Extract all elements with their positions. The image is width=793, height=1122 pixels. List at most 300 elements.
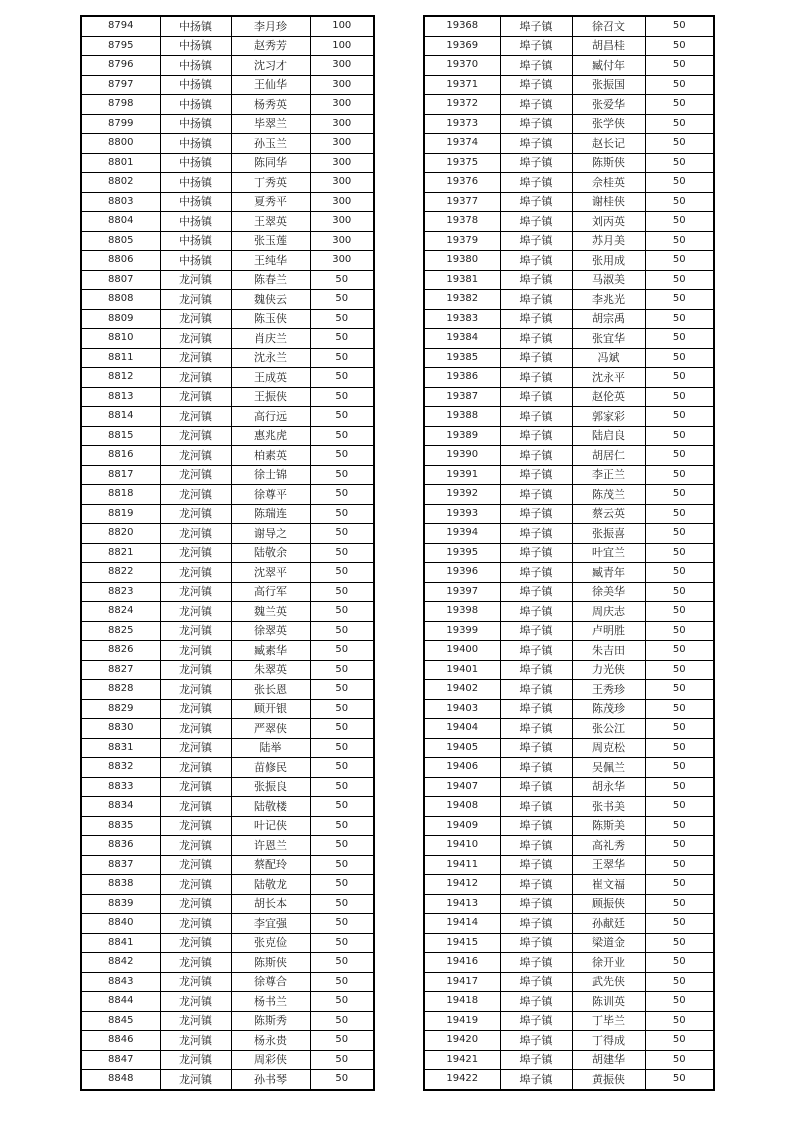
record-id-cell: 19401 — [424, 660, 500, 680]
amount-cell: 50 — [645, 719, 714, 739]
table-row — [81, 368, 374, 388]
record-id-cell: 8843 — [81, 972, 160, 992]
amount-cell: 50 — [645, 36, 714, 56]
amount-cell: 50 — [310, 563, 374, 583]
person-name-cell: 陆敬楼 — [231, 797, 310, 817]
amount-cell: 50 — [645, 465, 714, 485]
town-cell: 埠子镇 — [500, 992, 572, 1012]
amount-cell: 300 — [310, 251, 374, 271]
table-row — [81, 797, 374, 817]
person-name-cell: 朱吉田 — [572, 641, 645, 661]
record-id-cell: 8803 — [81, 192, 160, 212]
person-name-cell: 陈玉侠 — [231, 309, 310, 329]
table-row — [81, 114, 374, 134]
table-row — [81, 426, 374, 446]
town-cell: 埠子镇 — [500, 348, 572, 368]
table-row — [424, 797, 714, 817]
town-cell: 埠子镇 — [500, 836, 572, 856]
town-cell: 埠子镇 — [500, 797, 572, 817]
town-cell: 埠子镇 — [500, 602, 572, 622]
table-row — [81, 719, 374, 739]
person-name-cell: 陆敬龙 — [231, 875, 310, 895]
amount-cell: 50 — [310, 387, 374, 407]
town-cell: 龙河镇 — [160, 329, 231, 349]
person-name-cell: 高行远 — [231, 407, 310, 427]
table-row — [81, 582, 374, 602]
table-row — [424, 329, 714, 349]
amount-cell: 100 — [310, 16, 374, 36]
table-row — [424, 173, 714, 193]
person-name-cell: 陈斯侠 — [572, 153, 645, 173]
record-id-cell: 8818 — [81, 485, 160, 505]
record-id-cell: 8823 — [81, 582, 160, 602]
table-row — [424, 875, 714, 895]
record-id-cell: 19405 — [424, 738, 500, 758]
person-name-cell: 朱翠英 — [231, 660, 310, 680]
table-row — [424, 816, 714, 836]
record-id-cell: 19389 — [424, 426, 500, 446]
town-cell: 龙河镇 — [160, 738, 231, 758]
town-cell: 龙河镇 — [160, 524, 231, 544]
town-cell: 埠子镇 — [500, 582, 572, 602]
table-row — [81, 972, 374, 992]
town-cell: 龙河镇 — [160, 485, 231, 505]
amount-cell: 50 — [645, 56, 714, 76]
record-id-cell: 8836 — [81, 836, 160, 856]
amount-cell: 50 — [310, 1070, 374, 1090]
person-name-cell: 赵伦英 — [572, 387, 645, 407]
amount-cell: 50 — [645, 777, 714, 797]
amount-cell: 50 — [645, 972, 714, 992]
person-name-cell: 顾振侠 — [572, 894, 645, 914]
person-name-cell: 徐美华 — [572, 582, 645, 602]
town-cell: 龙河镇 — [160, 348, 231, 368]
town-cell: 埠子镇 — [500, 114, 572, 134]
record-id-cell: 8797 — [81, 75, 160, 95]
town-cell: 中扬镇 — [160, 153, 231, 173]
record-id-cell: 8815 — [81, 426, 160, 446]
town-cell: 龙河镇 — [160, 836, 231, 856]
town-cell: 中扬镇 — [160, 173, 231, 193]
amount-cell: 100 — [310, 36, 374, 56]
person-name-cell: 佘桂英 — [572, 173, 645, 193]
town-cell: 龙河镇 — [160, 758, 231, 778]
amount-cell: 50 — [310, 680, 374, 700]
person-name-cell: 力光侠 — [572, 660, 645, 680]
table-row — [81, 953, 374, 973]
town-cell: 中扬镇 — [160, 231, 231, 251]
left-table-body — [81, 16, 374, 1090]
person-name-cell: 周克松 — [572, 738, 645, 758]
record-id-cell: 8847 — [81, 1050, 160, 1070]
amount-cell: 50 — [645, 699, 714, 719]
person-name-cell: 张振良 — [231, 777, 310, 797]
record-id-cell: 19370 — [424, 56, 500, 76]
table-row — [424, 387, 714, 407]
amount-cell: 50 — [310, 348, 374, 368]
amount-cell: 300 — [310, 212, 374, 232]
record-id-cell: 8832 — [81, 758, 160, 778]
person-name-cell: 臧青年 — [572, 563, 645, 583]
town-cell: 龙河镇 — [160, 680, 231, 700]
amount-cell: 50 — [310, 465, 374, 485]
amount-cell: 50 — [645, 504, 714, 524]
record-id-cell: 19368 — [424, 16, 500, 36]
table-row — [424, 972, 714, 992]
table-row — [424, 426, 714, 446]
table-row — [424, 563, 714, 583]
record-id-cell: 19384 — [424, 329, 500, 349]
record-id-cell: 19391 — [424, 465, 500, 485]
record-id-cell: 19419 — [424, 1011, 500, 1031]
table-row — [424, 602, 714, 622]
town-cell: 龙河镇 — [160, 1011, 231, 1031]
table-row — [81, 153, 374, 173]
record-id-cell: 8825 — [81, 621, 160, 641]
record-id-cell: 19418 — [424, 992, 500, 1012]
amount-cell: 50 — [645, 387, 714, 407]
table-row — [424, 192, 714, 212]
record-id-cell: 19394 — [424, 524, 500, 544]
record-id-cell: 8846 — [81, 1031, 160, 1051]
person-name-cell: 张用成 — [572, 251, 645, 271]
town-cell: 龙河镇 — [160, 563, 231, 583]
person-name-cell: 赵长记 — [572, 134, 645, 154]
table-row — [424, 1070, 714, 1090]
amount-cell: 300 — [310, 75, 374, 95]
person-name-cell: 沈永兰 — [231, 348, 310, 368]
person-name-cell: 苏月美 — [572, 231, 645, 251]
record-id-cell: 8827 — [81, 660, 160, 680]
table-row — [81, 212, 374, 232]
record-id-cell: 19379 — [424, 231, 500, 251]
town-cell: 龙河镇 — [160, 270, 231, 290]
table-row — [424, 699, 714, 719]
person-name-cell: 张克俭 — [231, 933, 310, 953]
town-cell: 埠子镇 — [500, 660, 572, 680]
table-row — [424, 270, 714, 290]
town-cell: 埠子镇 — [500, 1050, 572, 1070]
table-row — [424, 933, 714, 953]
amount-cell: 50 — [645, 660, 714, 680]
person-name-cell: 孙书琴 — [231, 1070, 310, 1090]
record-id-cell: 19376 — [424, 173, 500, 193]
person-name-cell: 王秀珍 — [572, 680, 645, 700]
table-row — [81, 192, 374, 212]
table-row — [424, 914, 714, 934]
person-name-cell: 徐尊合 — [231, 972, 310, 992]
town-cell: 中扬镇 — [160, 192, 231, 212]
person-name-cell: 毕翠兰 — [231, 114, 310, 134]
amount-cell: 50 — [645, 602, 714, 622]
table-row — [424, 504, 714, 524]
table-row — [81, 894, 374, 914]
town-cell: 埠子镇 — [500, 290, 572, 310]
record-id-cell: 8794 — [81, 16, 160, 36]
record-id-cell: 19400 — [424, 641, 500, 661]
town-cell: 埠子镇 — [500, 1070, 572, 1090]
table-row — [424, 894, 714, 914]
record-id-cell: 19392 — [424, 485, 500, 505]
town-cell: 中扬镇 — [160, 75, 231, 95]
record-id-cell: 8824 — [81, 602, 160, 622]
record-id-cell: 19413 — [424, 894, 500, 914]
person-name-cell: 卢明胜 — [572, 621, 645, 641]
table-row — [424, 114, 714, 134]
person-name-cell: 杨秀英 — [231, 95, 310, 115]
table-row — [424, 1031, 714, 1051]
amount-cell: 50 — [310, 641, 374, 661]
town-cell: 中扬镇 — [160, 95, 231, 115]
record-id-cell: 8810 — [81, 329, 160, 349]
amount-cell: 50 — [645, 348, 714, 368]
amount-cell: 50 — [645, 914, 714, 934]
person-name-cell: 张爱华 — [572, 95, 645, 115]
amount-cell: 50 — [310, 524, 374, 544]
town-cell: 埠子镇 — [500, 933, 572, 953]
person-name-cell: 魏侠云 — [231, 290, 310, 310]
town-cell: 埠子镇 — [500, 251, 572, 271]
town-cell: 龙河镇 — [160, 290, 231, 310]
person-name-cell: 高行军 — [231, 582, 310, 602]
town-cell: 埠子镇 — [500, 426, 572, 446]
amount-cell: 50 — [310, 1011, 374, 1031]
town-cell: 埠子镇 — [500, 504, 572, 524]
table-row — [81, 875, 374, 895]
town-cell: 埠子镇 — [500, 446, 572, 466]
record-id-cell: 19375 — [424, 153, 500, 173]
town-cell: 埠子镇 — [500, 777, 572, 797]
person-name-cell: 高礼秀 — [572, 836, 645, 856]
right-table — [423, 15, 715, 1091]
town-cell: 埠子镇 — [500, 134, 572, 154]
table-row — [424, 855, 714, 875]
table-row — [81, 504, 374, 524]
person-name-cell: 陆敬余 — [231, 543, 310, 563]
record-id-cell: 8841 — [81, 933, 160, 953]
amount-cell: 50 — [310, 992, 374, 1012]
record-id-cell: 19420 — [424, 1031, 500, 1051]
amount-cell: 50 — [310, 290, 374, 310]
person-name-cell: 肖庆兰 — [231, 329, 310, 349]
table-row — [424, 543, 714, 563]
person-name-cell: 胡昌桂 — [572, 36, 645, 56]
amount-cell: 50 — [310, 933, 374, 953]
person-name-cell: 王纯华 — [231, 251, 310, 271]
amount-cell: 50 — [310, 582, 374, 602]
amount-cell: 50 — [645, 446, 714, 466]
record-id-cell: 19408 — [424, 797, 500, 817]
record-id-cell: 8802 — [81, 173, 160, 193]
amount-cell: 50 — [645, 758, 714, 778]
record-id-cell: 19398 — [424, 602, 500, 622]
amount-cell: 50 — [645, 270, 714, 290]
town-cell: 埠子镇 — [500, 36, 572, 56]
person-name-cell: 丁毕兰 — [572, 1011, 645, 1031]
town-cell: 中扬镇 — [160, 56, 231, 76]
amount-cell: 50 — [310, 719, 374, 739]
table-row — [81, 446, 374, 466]
amount-cell: 50 — [645, 836, 714, 856]
town-cell: 埠子镇 — [500, 309, 572, 329]
record-id-cell: 8826 — [81, 641, 160, 661]
person-name-cell: 周彩侠 — [231, 1050, 310, 1070]
amount-cell: 50 — [310, 602, 374, 622]
table-row — [424, 621, 714, 641]
table-row — [424, 290, 714, 310]
town-cell: 埠子镇 — [500, 212, 572, 232]
town-cell: 龙河镇 — [160, 797, 231, 817]
person-name-cell: 胡居仁 — [572, 446, 645, 466]
town-cell: 中扬镇 — [160, 212, 231, 232]
record-id-cell: 8795 — [81, 36, 160, 56]
table-row — [81, 290, 374, 310]
town-cell: 龙河镇 — [160, 1070, 231, 1090]
record-id-cell: 8819 — [81, 504, 160, 524]
record-id-cell: 8848 — [81, 1070, 160, 1090]
record-id-cell: 8833 — [81, 777, 160, 797]
person-name-cell: 崔文福 — [572, 875, 645, 895]
town-cell: 龙河镇 — [160, 1050, 231, 1070]
person-name-cell: 谢桂侠 — [572, 192, 645, 212]
town-cell: 龙河镇 — [160, 426, 231, 446]
person-name-cell: 徐开业 — [572, 953, 645, 973]
amount-cell: 50 — [645, 1031, 714, 1051]
amount-cell: 50 — [645, 621, 714, 641]
person-name-cell: 沈翠平 — [231, 563, 310, 583]
person-name-cell: 杨书兰 — [231, 992, 310, 1012]
record-id-cell: 19380 — [424, 251, 500, 271]
table-row — [424, 56, 714, 76]
person-name-cell: 臧付年 — [572, 56, 645, 76]
amount-cell: 50 — [310, 758, 374, 778]
town-cell: 龙河镇 — [160, 777, 231, 797]
person-name-cell: 赵秀芳 — [231, 36, 310, 56]
table-row — [424, 1050, 714, 1070]
amount-cell: 50 — [645, 75, 714, 95]
amount-cell: 50 — [310, 914, 374, 934]
person-name-cell: 陈同华 — [231, 153, 310, 173]
amount-cell: 50 — [310, 368, 374, 388]
person-name-cell: 陈春兰 — [231, 270, 310, 290]
table-row — [81, 836, 374, 856]
town-cell: 埠子镇 — [500, 329, 572, 349]
town-cell: 埠子镇 — [500, 894, 572, 914]
amount-cell: 50 — [645, 251, 714, 271]
town-cell: 埠子镇 — [500, 173, 572, 193]
town-cell: 龙河镇 — [160, 933, 231, 953]
person-name-cell: 夏秀平 — [231, 192, 310, 212]
record-id-cell: 8806 — [81, 251, 160, 271]
person-name-cell: 徐士锦 — [231, 465, 310, 485]
town-cell: 中扬镇 — [160, 16, 231, 36]
town-cell: 埠子镇 — [500, 153, 572, 173]
person-name-cell: 孙献廷 — [572, 914, 645, 934]
person-name-cell: 武先侠 — [572, 972, 645, 992]
record-id-cell: 8799 — [81, 114, 160, 134]
amount-cell: 50 — [645, 992, 714, 1012]
table-row — [81, 309, 374, 329]
town-cell: 龙河镇 — [160, 953, 231, 973]
table-row — [424, 836, 714, 856]
record-id-cell: 8816 — [81, 446, 160, 466]
amount-cell: 50 — [310, 407, 374, 427]
person-name-cell: 张振国 — [572, 75, 645, 95]
record-id-cell: 19373 — [424, 114, 500, 134]
town-cell: 龙河镇 — [160, 446, 231, 466]
amount-cell: 50 — [310, 816, 374, 836]
amount-cell: 50 — [310, 309, 374, 329]
table-row — [81, 134, 374, 154]
person-name-cell: 丁得成 — [572, 1031, 645, 1051]
table-row — [424, 446, 714, 466]
town-cell: 埠子镇 — [500, 719, 572, 739]
town-cell: 埠子镇 — [500, 407, 572, 427]
table-row — [424, 582, 714, 602]
table-row — [81, 348, 374, 368]
person-name-cell: 郭家彩 — [572, 407, 645, 427]
record-id-cell: 19397 — [424, 582, 500, 602]
record-id-cell: 8800 — [81, 134, 160, 154]
table-row — [81, 329, 374, 349]
person-name-cell: 刘丙英 — [572, 212, 645, 232]
town-cell: 龙河镇 — [160, 465, 231, 485]
record-id-cell: 8820 — [81, 524, 160, 544]
table-row — [81, 75, 374, 95]
amount-cell: 50 — [645, 953, 714, 973]
person-name-cell: 梁道金 — [572, 933, 645, 953]
table-row — [81, 1011, 374, 1031]
record-id-cell: 19371 — [424, 75, 500, 95]
person-name-cell: 谢导之 — [231, 524, 310, 544]
record-id-cell: 19409 — [424, 816, 500, 836]
amount-cell: 50 — [645, 16, 714, 36]
amount-cell: 50 — [645, 1070, 714, 1090]
town-cell: 埠子镇 — [500, 387, 572, 407]
amount-cell: 300 — [310, 173, 374, 193]
amount-cell: 50 — [310, 660, 374, 680]
record-id-cell: 19411 — [424, 855, 500, 875]
table-row — [424, 465, 714, 485]
town-cell: 龙河镇 — [160, 914, 231, 934]
record-id-cell: 19390 — [424, 446, 500, 466]
table-row — [81, 563, 374, 583]
table-row — [424, 348, 714, 368]
amount-cell: 50 — [645, 563, 714, 583]
record-id-cell: 19382 — [424, 290, 500, 310]
person-name-cell: 张学侠 — [572, 114, 645, 134]
record-id-cell: 8796 — [81, 56, 160, 76]
table-row — [424, 660, 714, 680]
amount-cell: 50 — [310, 446, 374, 466]
amount-cell: 50 — [645, 1011, 714, 1031]
town-cell: 龙河镇 — [160, 855, 231, 875]
person-name-cell: 惠兆虎 — [231, 426, 310, 446]
record-id-cell: 19415 — [424, 933, 500, 953]
town-cell: 龙河镇 — [160, 602, 231, 622]
amount-cell: 50 — [310, 1031, 374, 1051]
amount-cell: 50 — [645, 231, 714, 251]
town-cell: 埠子镇 — [500, 680, 572, 700]
table-row — [81, 407, 374, 427]
amount-cell: 50 — [645, 95, 714, 115]
table-row — [81, 524, 374, 544]
table-row — [81, 270, 374, 290]
table-row — [81, 1070, 374, 1090]
amount-cell: 50 — [645, 894, 714, 914]
amount-cell: 50 — [645, 875, 714, 895]
person-name-cell: 蔡配玲 — [231, 855, 310, 875]
